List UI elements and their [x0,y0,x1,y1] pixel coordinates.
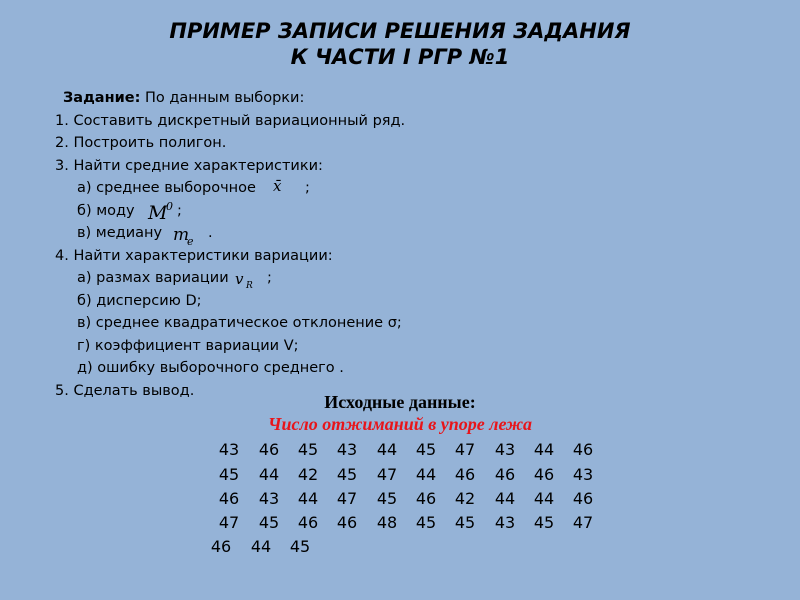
data-value: 45 [376,489,398,508]
task-item-4a [55,267,405,290]
data-value: 43 [258,489,280,508]
task-item-4b: б) дисперсию D; [77,292,202,309]
data-value: 44 [494,489,516,508]
task-item-4: 4. Найти характеристики вариации: [55,247,333,264]
data-value: 45 [336,465,358,484]
task-item-3: 3. Найти средние характеристики: [55,157,323,174]
task-item-3b [55,200,405,223]
data-value: 44 [297,489,319,508]
data-value: 46 [572,489,594,508]
data-value: 45 [258,513,280,532]
task-heading [55,87,405,110]
task-item-4d: г) коэффициент вариации V; [77,337,299,354]
task-item-3a-text: а) среднее выборочное [77,180,256,196]
mode-symbol: M [148,201,168,224]
task-item-3b-end: ; [177,202,182,219]
task-item-3a-end: ; [305,180,310,196]
data-value: 46 [572,440,594,459]
task-item-4c: в) среднее квадратическое отклонение σ; [77,315,402,331]
data-value: 44 [376,440,398,459]
task-item-5: 5. Сделать вывод. [55,382,195,399]
range-subscript: R [246,281,253,291]
task-item-3c [55,222,405,248]
task-item-4e: д) ошибку выборочного среднего . [77,360,344,376]
data-value: 43 [218,440,240,459]
data-value: 46 [454,465,476,484]
data-value: 45 [218,465,240,484]
data-subtitle: Число отжиманий в упоре лежа [268,414,532,434]
task-item-3c-text: в) медиану [77,225,163,241]
data-value: 47 [218,513,240,532]
data-value: 45 [454,513,476,532]
mean-symbol: x̄ [273,177,282,195]
task-item-1: 1. Составить дискретный вариационный ряд. [55,112,406,129]
data-value: 47 [572,513,594,532]
median-symbol: m [173,225,190,245]
task-block [55,87,405,402]
task-item-2: 2. Построить полигон. [55,135,227,151]
median-subscript: e [187,235,194,248]
title-line-2: К ЧАСТИ I РГР №1 [290,45,510,69]
data-value: 43 [336,440,358,459]
data-value: 44 [415,465,437,484]
data-value: 44 [250,537,272,556]
data-value: 46 [336,513,358,532]
task-heading-label: Задание: [63,90,141,106]
data-value: 48 [376,513,398,532]
data-value: 44 [258,465,280,484]
data-value: 46 [297,513,319,532]
data-value: 46 [415,489,437,508]
task-item-3c-end: . [208,225,213,241]
data-value: 45 [297,440,319,459]
title-line-1: ПРИМЕР ЗАПИСИ РЕШЕНИЯ ЗАДАНИЯ [169,19,631,43]
data-value: 43 [572,465,594,484]
data-value: 44 [533,489,555,508]
data-value: 46 [533,465,555,484]
data-title: Исходные данные: [324,392,476,412]
task-heading-text: По данным выборки: [140,90,305,106]
data-value: 46 [494,465,516,484]
data-value: 47 [376,465,398,484]
data-value: 45 [289,537,311,556]
task-item-3a [55,177,405,200]
task-item-4a-end: ; [267,270,272,286]
data-value: 46 [258,440,280,459]
data-value: 43 [494,440,516,459]
task-item-4a-text: а) размах вариации [77,270,229,286]
data-value: 46 [218,489,240,508]
data-value: 42 [297,465,319,484]
mode-subscript: 0 [166,199,173,213]
data-value: 46 [210,537,232,556]
data-value: 44 [533,440,555,459]
data-value: 47 [454,440,476,459]
data-value: 42 [454,489,476,508]
data-value: 45 [533,513,555,532]
data-value: 45 [415,513,437,532]
data-value: 43 [494,513,516,532]
data-value: 47 [336,489,358,508]
task-item-3b-text: б) моду [77,202,135,219]
data-value: 45 [415,440,437,459]
range-symbol: v [235,270,244,288]
